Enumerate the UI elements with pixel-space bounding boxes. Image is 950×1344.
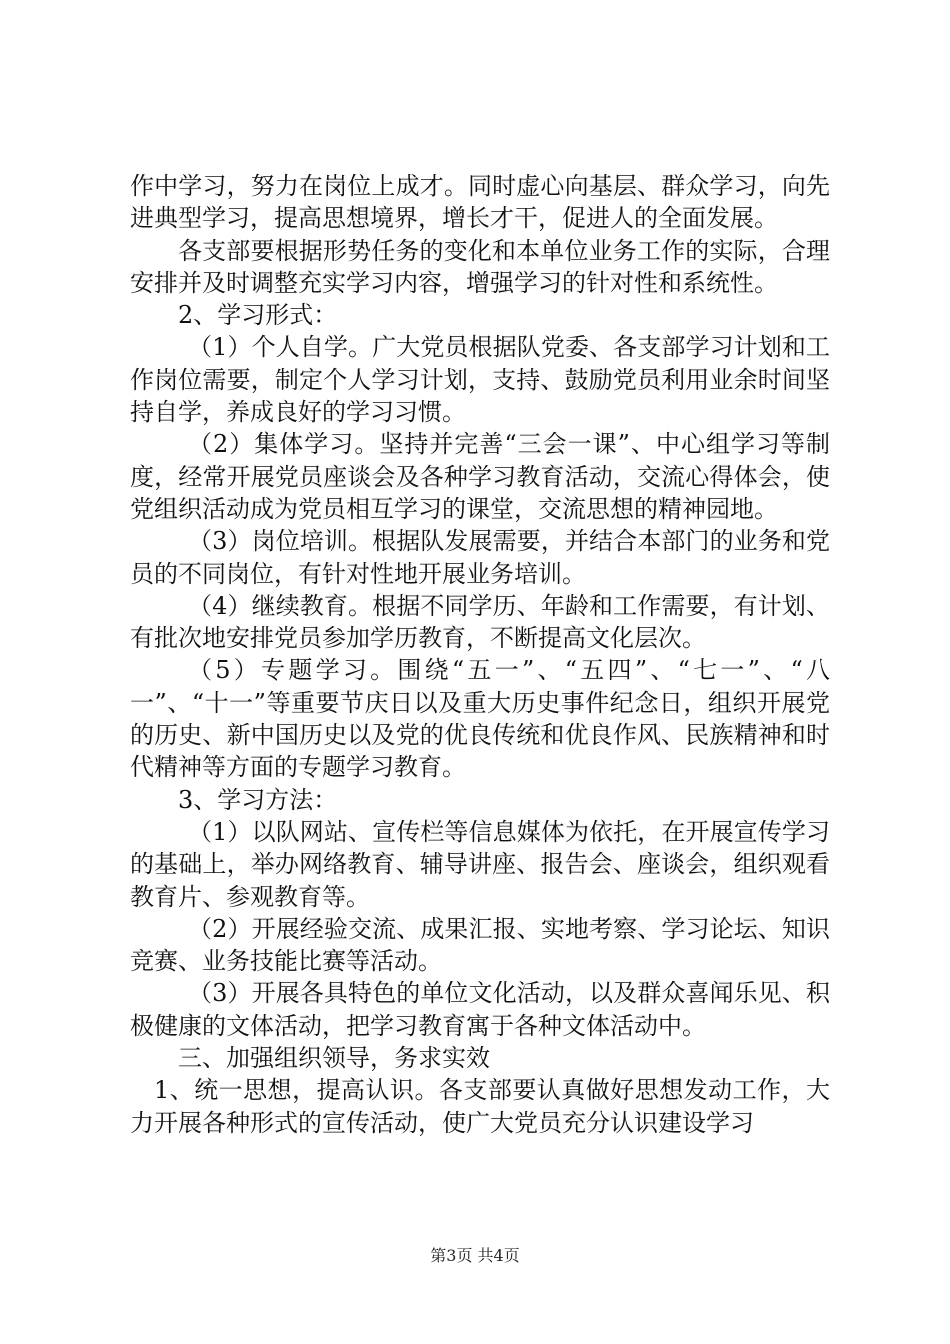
paragraph-study-content: 各支部要根据形势任务的变化和本单位业务工作的实际，合理安排并及时调整充实学习内容，增强学习的针对性和系统性。 [130,236,830,297]
page-number-footer: 第3页 共4页 [430,1246,520,1265]
paragraph-self-study: （1）个人自学。广大党员根据队党委、各支部学习计划和工作岗位需要，制定个人学习计划，支持、鼓励党员利用业余时间坚持自学，养成良好的学习习惯。 [130,333,830,427]
paragraph-method-2: （2）开展经验交流、成果汇报、实地考察、学习论坛、知识竞赛、业务技能比赛等活动。 [130,914,830,976]
paragraph-continuation: 作中学习，努力在岗位上成才。同时虚心向基层、群众学习，向先进典型学习，提高思想境界，增长才干，促进人的全面发展。 [130,172,830,233]
paragraph-continuing-education: （4）继续教育。根据不同学历、年龄和工作需要，有计划、有批次地安排党员参加学历教育，不断提高文化层次。 [130,591,830,653]
paragraph-unify-thinking: 1、统一思想，提高认识。各支部要认真做好思想发动工作，大力开展各种形式的宣传活动，使广大党员充分认识建设学习 [130,1076,830,1137]
paragraph-topic-study: （5）专题学习。围绕“五一”、“五四”、“七一”、“八一”、“十一”等重要节庆日以及重大历史事件纪念日，组织开展党的历史、新中国历史以及党的优良传统和优良作风、民族精神和时代精神等方面的专题学习教育。 [130,656,830,782]
document-body [130,170,830,1139]
paragraph-job-training: （3）岗位培训。根据队发展需要，并结合本部门的业务和党员的不同岗位，有针对性地开展业务培训。 [130,527,830,588]
heading-section-three: 三、加强组织领导，务求实效 [178,1044,490,1073]
heading-study-form: 2、学习形式： [178,301,338,330]
paragraph-group-study: （2）集体学习。坚持并完善“三会一课”、中心组学习等制度，经常开展党员座谈会及各种学习教育活动，交流心得体会，使党组织活动成为党员相互学习的课堂，交流思想的精神园地。 [130,430,830,523]
heading-study-method: 3、学习方法： [178,785,338,814]
paragraph-method-3: （3）开展各具特色的单位文化活动，以及群众喜闻乐见、积极健康的文体活动，把学习教育寓于各种文体活动中。 [130,979,830,1040]
paragraph-method-1: （1）以队网站、宣传栏等信息媒体为依托，在开展宣传学习的基础上，举办网络教育、辅导讲座、报告会、座谈会，组织观看教育片、参观教育等。 [130,817,830,911]
